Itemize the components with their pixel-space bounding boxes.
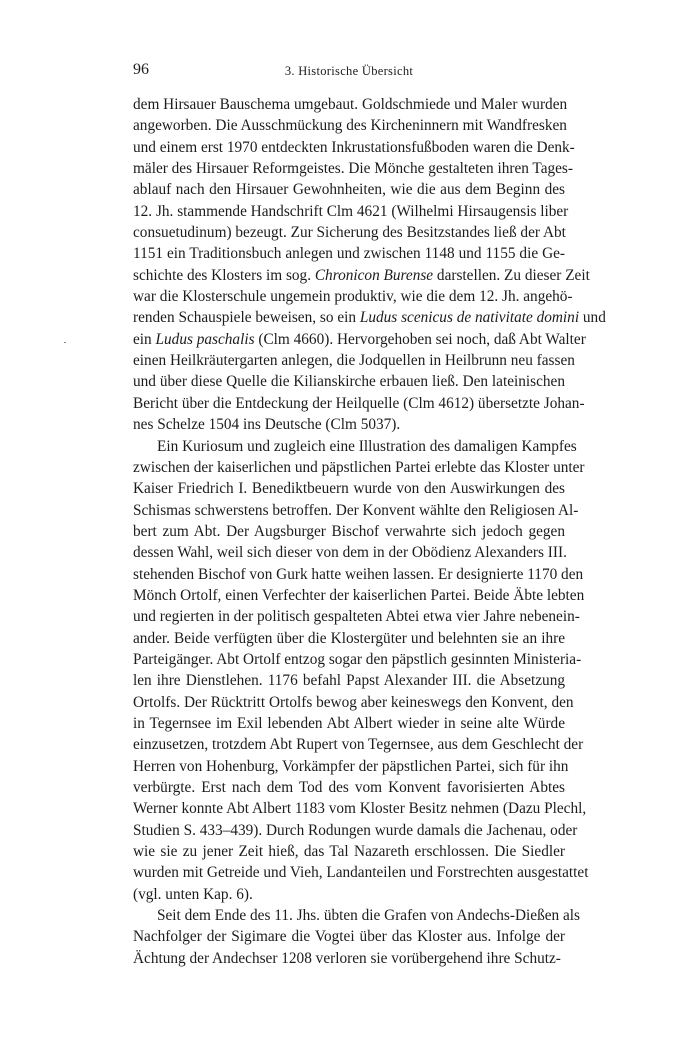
text-line: Ein Kuriosum und zugleich eine Illustration des damaligen Kampfes: [157, 437, 577, 455]
margin-mark: [64, 342, 66, 343]
text-line: renden Schauspiele beweisen, so ein Ludus scenicus de nativitate domini und: [133, 309, 606, 327]
text-line: Herren von Hohenburg, Vorkämpfer der päpstlichen Partei, sich für ihn: [133, 757, 569, 775]
text-line: Mönch Ortolf, einen Verfechter der kaiserlichen Partei. Beide Äbte lebten: [133, 586, 585, 604]
text-line: 1151 ein Traditionsbuch anlegen und zwischen 1148 und 1155 die Ge-: [133, 245, 565, 263]
text-line: einzusetzen, trotzdem Abt Rupert von Tegernsee, aus dem Geschlecht der: [133, 736, 584, 754]
text-line: stehenden Bischof von Gurk hatte weihen lassen. Er designierte 1170 den: [133, 565, 584, 583]
text-line: und regierten in der politisch gespalteten Abtei etwa vier Jahre nebenein-: [133, 608, 580, 626]
text-line: und einem erst 1970 entdeckten Inkrustationsfußboden waren die Denk-: [133, 138, 575, 156]
text-line: und über diese Quelle die Kilianskirche erbauen ließ. Den lateinischen: [133, 373, 565, 391]
text-line: war die Klosterschule ungemein produktiv, wie die dem 12. Jh. angehö-: [133, 288, 573, 306]
text-line: Werner konnte Abt Albert 1183 vom Kloster Besitz nehmen (Dazu Plechl,: [133, 800, 587, 818]
text-line: Schismas schwerstens betroffen. Der Konvent wählte den Religiosen Al-: [133, 501, 579, 519]
text-line: zwischen der kaiserlichen und päpstlichen Partei erlebte das Kloster unter: [133, 458, 585, 476]
text-line: verbürgte. Erst nach dem Tod des vom Konvent favorisierten Abtes: [133, 779, 565, 796]
body-text: [133, 94, 606, 969]
text-line: Studien S. 433–439). Durch Rodungen wurde damals die Jachenau, oder: [133, 821, 578, 839]
text-line: consuetudinum) bezeugt. Zur Sicherung des Besitzstandes ließ der Abt: [133, 224, 566, 242]
text-line: wie sie zu jener Zeit hieß, das Tal Nazareth erschlossen. Die Siedler: [133, 843, 565, 861]
text-line: ein Ludus paschalis (Clm 4660). Hervorgehoben sei noch, daß Abt Walter: [133, 330, 586, 348]
text-line: Nachfolger der Sigimare die Vogtei über das Kloster aus. Infolge der: [133, 928, 565, 946]
text-line: mäler des Hirsauer Reformgeistes. Die Mönche gestalteten ihren Tages-: [133, 160, 573, 178]
text-line: Kaiser Friedrich I. Benediktbeuern wurde von den Auswirkungen des: [133, 480, 565, 498]
text-line: dem Hirsauer Bauschema umgebaut. Goldschmiede und Maler wurden: [133, 96, 568, 113]
text-line: bert zum Abt. Der Augsburger Bischof verwahrte sich jedoch gegen: [133, 522, 565, 540]
text-line: dessen Wahl, weil sich dieser von dem in der Obödienz Alexanders III.: [133, 544, 567, 562]
text-line: (vgl. unten Kap. 6).: [133, 885, 253, 903]
text-line: Seit dem Ende des 11. Jhs. übten die Grafen von Andechs-Dießen als: [157, 907, 580, 925]
running-head: 3. Historische Übersicht: [284, 64, 414, 78]
text-line: wurden mit Getreide und Vieh, Landanteilen und Forstrechten ausgestattet: [133, 864, 589, 882]
text-line: einen Heilkräutergarten anlegen, die Jodquellen in Heilbrunn neu fassen: [133, 352, 575, 370]
text-line: 12. Jh. stammende Handschrift Clm 4621 (Wilhelmi Hirsaugensis liber: [133, 202, 569, 220]
text-line: nes Schelze 1504 ins Deutsche (Clm 5037).: [133, 416, 401, 434]
text-line: len ihre Dienstlehen. 1176 befahl Papst Alexander III. die Absetzung: [133, 672, 565, 690]
text-line: schichte des Klosters im sog. Chronicon Burense darstellen. Zu dieser Zeit: [133, 266, 590, 284]
text-line: Parteigänger. Abt Ortolf entzog sogar den päpstlich gesinnten Ministeria-: [133, 650, 582, 668]
text-line: angeworben. Die Ausschmückung des Kircheninnern mit Wandfresken: [133, 117, 567, 135]
text-line: ablauf nach den Hirsauer Gewohnheiten, wie die aus dem Beginn des: [133, 181, 565, 199]
page-number: 96: [133, 61, 149, 78]
text-line: ander. Beide verfügten über die Klostergüter und belehnten sie an ihre: [133, 629, 565, 647]
text-line: Ortolfs. Der Rücktritt Ortolfs bewog aber keineswegs den Konvent, den: [133, 693, 574, 711]
text-line: Bericht über die Entdeckung der Heilquelle (Clm 4612) übersetzte Johan-: [133, 394, 585, 412]
text-line: Ächtung der Andechser 1208 verloren sie vorübergehend ihre Schutz-: [133, 949, 561, 967]
text-line: in Tegernsee im Exil lebenden Abt Albert wieder in seine alte Würde: [133, 714, 565, 732]
